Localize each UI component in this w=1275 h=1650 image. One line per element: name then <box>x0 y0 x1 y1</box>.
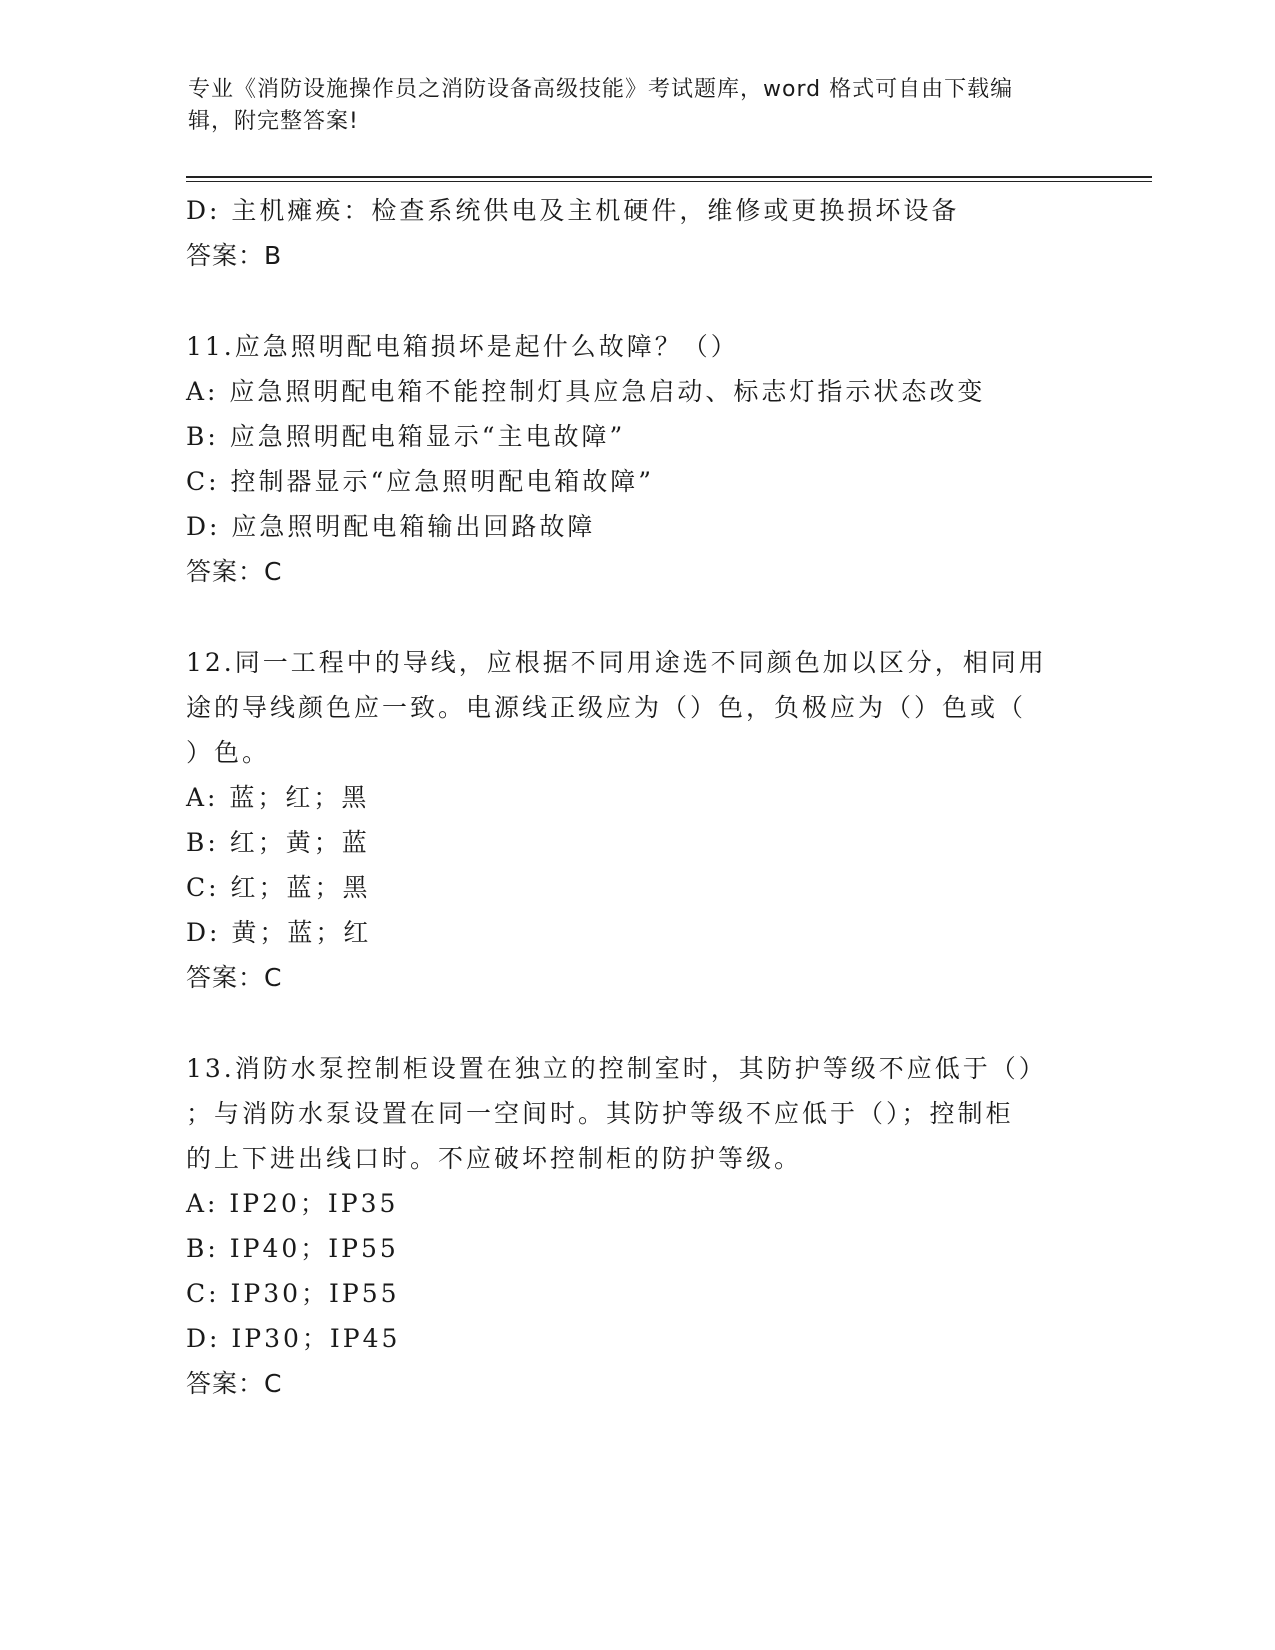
stem-line: 的上下进出线口时。不应破坏控制柜的防护等级。 <box>186 1144 803 1173</box>
header-line-2: 辑，附完整答案! <box>188 109 359 134</box>
option-b: B: IP40；IP55 <box>186 1234 399 1263</box>
spacer <box>186 594 1086 640</box>
option-c: C: IP30；IP55 <box>186 1279 400 1308</box>
stem-line: 11.应急照明配电箱损坏是起什么故障？（） <box>186 332 739 361</box>
question-content <box>186 188 1086 1406</box>
previous-option-d: D: 主机瘫痪：检查系统供电及主机硬件，维修或更换损坏设备 <box>186 196 960 225</box>
question-stem <box>186 324 1086 369</box>
question-stem <box>186 1046 1086 1181</box>
header-rule-thick <box>186 176 1152 178</box>
option-a: A: 蓝；红；黑 <box>186 783 370 812</box>
question-13 <box>186 1046 1086 1406</box>
answer: 答案：C <box>186 963 283 992</box>
stem-line: 13.消防水泵控制柜设置在独立的控制室时，其防护等级不应低于（） <box>186 1054 1047 1083</box>
stem-line: ）色。 <box>186 738 271 767</box>
previous-answer: 答案：B <box>186 241 283 270</box>
option-d: D: 应急照明配电箱输出回路故障 <box>186 512 596 541</box>
option-d: D: IP30；IP45 <box>186 1324 401 1353</box>
option-a: A: IP20；IP35 <box>186 1189 399 1218</box>
option-c: C: 控制器显示“应急照明配电箱故障” <box>186 467 655 496</box>
question-12 <box>186 640 1086 1000</box>
spacer <box>186 278 1086 324</box>
spacer <box>186 1000 1086 1046</box>
answer: 答案：C <box>186 557 283 586</box>
option-b: B: 红；黄；蓝 <box>186 828 370 857</box>
stem-line: 途的导线颜色应一致。电源线正级应为（）色，负极应为（）色或（ <box>186 693 1027 722</box>
option-a: A: 应急照明配电箱不能控制灯具应急启动、标志灯指示状态改变 <box>186 377 986 406</box>
stem-line: ；与消防水泵设置在同一空间时。其防护等级不应低于（）；控制柜 <box>186 1099 1014 1128</box>
stem-line: 12.同一工程中的导线，应根据不同用途选不同颜色加以区分，相同用 <box>186 648 1047 677</box>
option-c: C: 红；蓝；黑 <box>186 873 371 902</box>
header-rule-thin <box>186 181 1152 182</box>
option-b: B: 应急照明配电箱显示“主电故障” <box>186 422 626 451</box>
option-d: D: 黄；蓝；红 <box>186 918 372 947</box>
page-header <box>188 74 1068 138</box>
question-stem <box>186 640 1086 775</box>
answer: 答案：C <box>186 1369 283 1398</box>
question-11 <box>186 324 1086 594</box>
header-line-1: 专业《消防设施操作员之消防设备高级技能》考试题库，word 格式可自由下载编 <box>188 77 1014 102</box>
